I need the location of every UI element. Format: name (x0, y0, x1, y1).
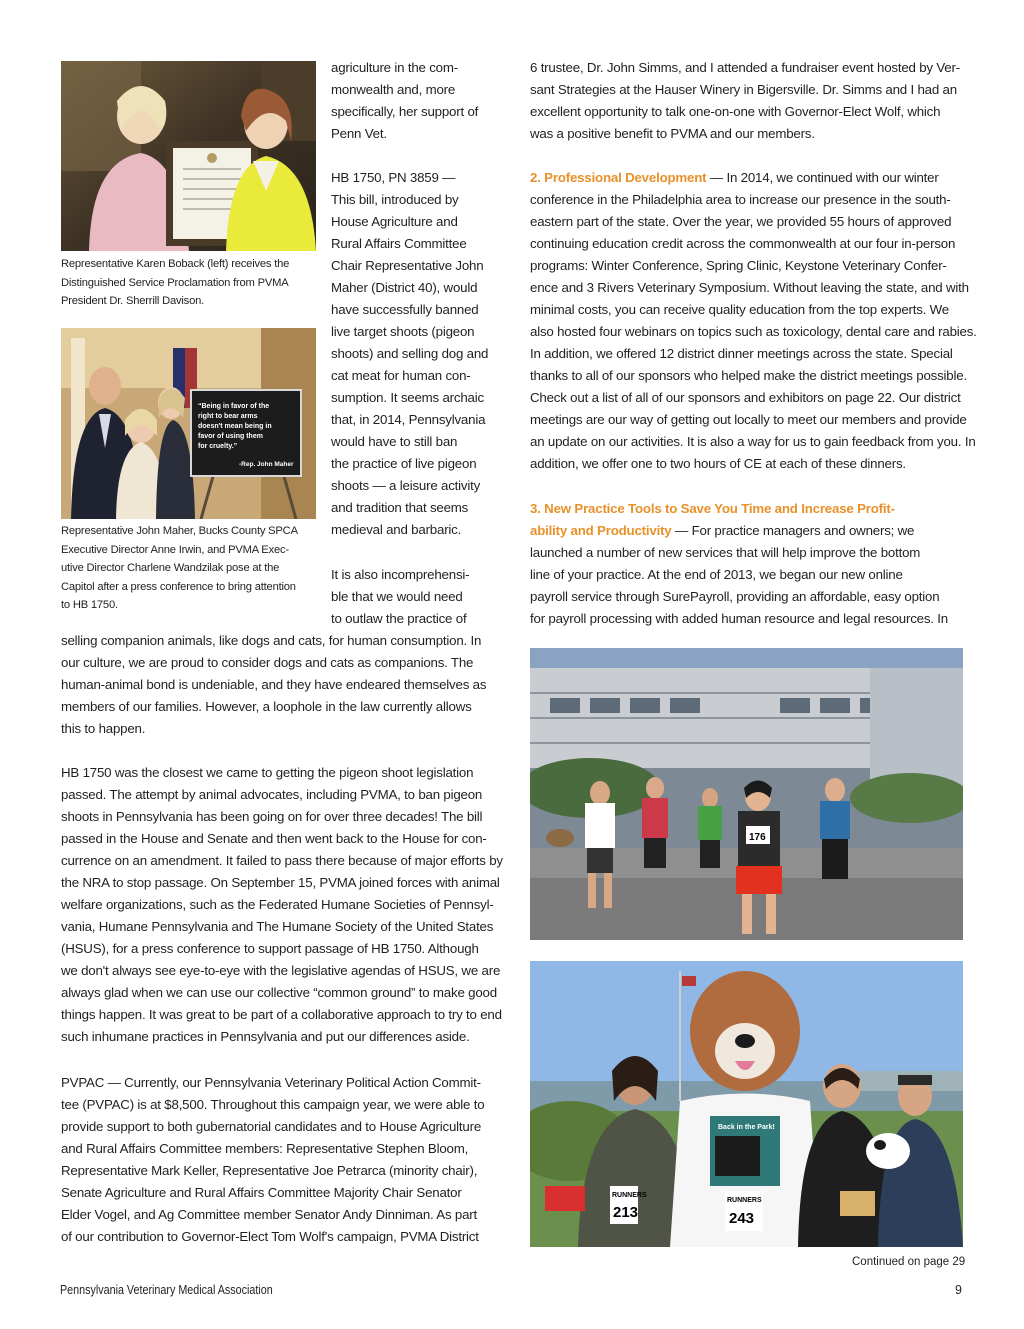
runner-bib-number: 176 (749, 832, 766, 843)
photo-press-conference-image (61, 328, 316, 519)
continued-on-page: Continued on page 29 (852, 1256, 966, 1268)
left-para-pvpac: PVPAC — Currently, our Pennsylvania Veterinary Political Action Commit- tee (PVPAC) is at $8,500. Throughout this campaign year, we were able to provide support to both gubernatorial candidates and to House Agriculture and Rural Affairs Committee members: Representative Stephen Bloom, Representative Mark Keller, Representative Joe Petrarca (minority chair), Senate Agriculture and Rural Affairs Committee Majority Chair Senator Elder Vogel, and Ag Committee member Senator Andy Dinniman. As part of our contribution to Governor-Elect Tom Wolf's campaign, PVMA District (61, 1075, 485, 1244)
right-section-professional-development: 2. Professional Development — In 2014, we continued with our winter conference in the Philadelphia area to increase our presence in the south- eastern part of the state. Over the year, we provided 55 hours of approved continuing education credit across the commonwealth at our four in-person programs: Winter Conference, Spring Clinic, Keystone Veterinary Confer- ence and 3 Rivers Veterinary Symposium. Without leaving the state, and with minimal costs, you can receive quality education from the top experts. We also hosted four webinars on topics such as toxicology, dental care and rabies. In addition, we offered 12 district dinner meetings across the state. Special thanks to all of our sponsors who helped make the district meetings possible. Check out a list of all of our sponsors and exhibitors on page 22. Our district meetings are our way of getting out locally to meet our members and provide an update on our activities. It is also a way for us to gain feedback from you. In addition, we offer one to two hours of CE at each of these dinners. (530, 170, 977, 471)
photo-proclamation-image (61, 61, 316, 251)
bib-mascot-label: RUNNERS (727, 1197, 762, 1204)
photo-race-runners-image (530, 648, 963, 940)
bib-left-label: RUNNERS (612, 1192, 647, 1199)
photo-race-runners (530, 648, 963, 940)
sign-line-5: for cruelty.” (198, 443, 238, 450)
photo-proclamation (61, 61, 316, 251)
section-heading-professional-development: 2. Professional Development (530, 170, 707, 185)
shirt-text: Back in the Park! (718, 1124, 775, 1131)
sign-attribution: -Rep. John Maher (239, 461, 294, 468)
sign-line-4: favor of using them (198, 433, 263, 440)
col2-para-agriculture: agriculture in the com- monwealth and, more specifically, her support of Penn Vet. (331, 60, 479, 141)
bib-mascot-number: 243 (729, 1210, 755, 1227)
col2-para-incomprehensible: It is also incomprehensi- ble that we would need to outlaw the practice of (331, 567, 470, 626)
left-para-companion-animals: selling companion animals, like dogs and cats, for human consumption. In our culture, we are proud to consider dogs and cats as companions. The human-animal bond is undeniable, and they have endeared themselves as members of our families. However, a loophole in the law currently allows this to happen. (61, 633, 487, 736)
photo-proclamation-caption: Representative Karen Boback (left) receives the Distinguished Service Proclamation from PVMA President Dr. Sherrill Davison. (61, 258, 290, 307)
sign-line-2: right to bear arms (198, 413, 258, 420)
photo-press-conference (61, 328, 316, 519)
right-para-fundraiser: 6 trustee, Dr. John Simms, and I attended a fundraiser event hosted by Ver- sant Strategies at the Hauser Winery in Bigersville. Dr. Simms and I had an excellent opportunity to talk one-on-one with Governor-Elect Wolf, which was a positive benefit to PVMA and our members. (530, 60, 960, 141)
section-heading-practice-tools: 3. New Practice Tools to Save You Time and Increase Profit- (530, 501, 895, 516)
left-para-pigeon-legislation: HB 1750 was the closest we came to getting the pigeon shoot legislation passed. The attempt by animal advocates, including PVMA, to ban pigeon shoots in Pennsylvania has been going on for over three decades! The bill passed in the House and Senate and then went back to the House for con- currence on an amendment. It failed to pass there because of major efforts by the NRA to stop passage. On September 15, PVMA joined forces with animal welfare organizations, such as the Federated Humane Societies of Pennsyl- vania, Humane Pennsylvania and The Humane Society of the United States (HSUS), for a press conference to support passage of HB 1750. Although we don't always see eye-to-eye with the legislative agendas of HSUS, we are always glad when we can use our collective “common ground” to make good things happen. It was great to be part of a collaborative approach to try to end such inhumane practices in Pennsylvania and put our differences aside. (61, 765, 503, 1044)
footer-page-number: 9 (955, 1283, 962, 1297)
right-section-practice-tools: 3. New Practice Tools to Save You Time and Increase Profit- ability and Productivity — For practice managers and owners; we launched a number of new services that will help improve the bottom line of your practice. At the end of 2013, we began our new online payroll service through SurePayroll, providing an affordable, easy option for payroll processing with added human resource and legal resources. In (530, 498, 948, 630)
photo-race-mascot (530, 961, 963, 1247)
sign-line-3: doesn't mean being in (198, 423, 272, 430)
bib-left-number: 213 (613, 1204, 639, 1221)
footer-publication-name: Pennsylvania Veterinary Medical Association (60, 1283, 273, 1297)
col2-para-hb1750: HB 1750, PN 3859 — This bill, introduced by House Agriculture and Rural Affairs Committee Chair Representative John Maher (District 40), would have successfully banned live target shoots (pigeon shoots) and selling dog and cat meat for human con- sumption. It seems archaic that, in 2014, Pennsylvania would have to still ban the practice of live pigeon shoots — a leisure activity and tradition that seems medieval and barbaric. (331, 170, 489, 537)
photo-race-mascot-image (530, 961, 963, 1247)
sign-line-1: “Being in favor of the (198, 403, 270, 410)
photo-press-conference-caption: Representative John Maher, Bucks County SPCA Executive Director Anne Irwin, and PVMA Exec- utive Director Charlene Wandzilak pose at the Capitol after a press conference to bring attention to HB 1750. (61, 525, 298, 611)
